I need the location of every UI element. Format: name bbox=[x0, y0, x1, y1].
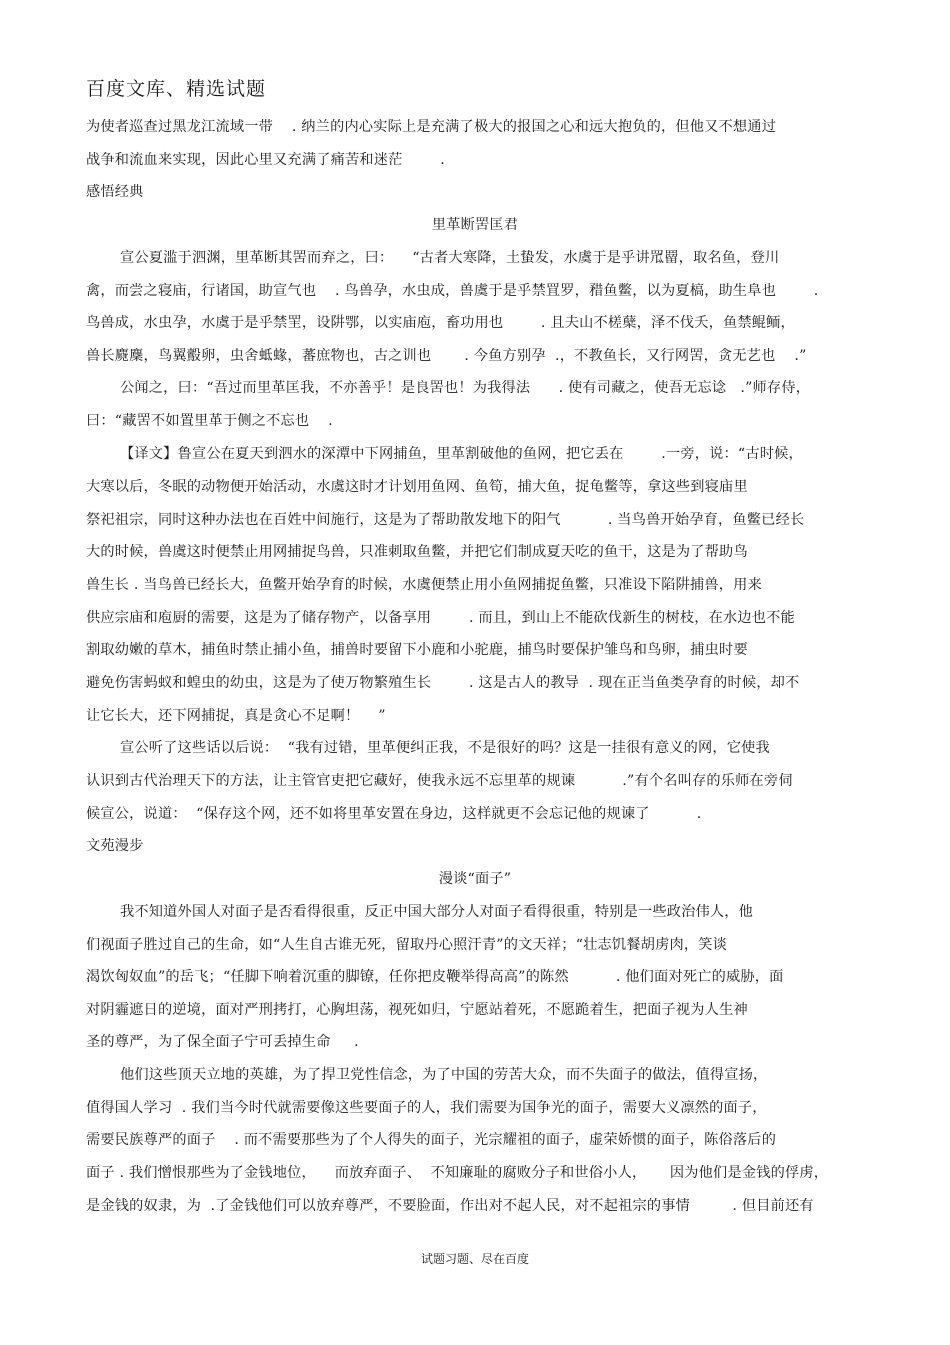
text-line: 对阴霾遮日的逆境，面对严刑拷打，心胸坦荡，视死如归，宁愿站着死，不愿跪着生，把面子视为人生神 bbox=[86, 1002, 748, 1018]
text-line: 认识到古代治理天下的方法，让主管官吏把它藏好，使我永远不忘里革的规谏 .”有个名叫存的乐师在旁伺 bbox=[86, 773, 793, 789]
text-line: 割取幼嫩的草木，捕鱼时禁止捕小鱼，捕兽时要留下小鹿和小驼鹿，捕鸟时要保护雏鸟和鸟卵，捕虫时要 bbox=[86, 642, 748, 658]
text-line: 们视面子胜过自己的生命，如“人生自古谁无死，留取丹心照汗青”的文天祥；“壮志饥餐胡虏肉，笑谈 bbox=[86, 937, 728, 953]
text-line: 渴饮匈奴血”的岳飞；“任脚下响着沉重的脚镣，任你把皮鞭举得高高”的陈然 . 他们面对死亡的威胁，面 bbox=[86, 969, 784, 985]
article-title: 里革断罟匡君 bbox=[431, 217, 519, 233]
text-line: 宣公夏滥于泗渊，里革断其罟而弃之，曰： “古者大寒降，土蛰发，水虞于是乎讲罛罶，取名鱼，登川 bbox=[120, 250, 780, 266]
text-line: 宣公听了这些话以后说： “我有过错，里革便纠正我，不是很好的吗？这是一挂很有意义的网，它使我 bbox=[120, 740, 770, 756]
text-line: 【译文】鲁宣公在夏天到泗水的深潭中下网捕鱼，里革割破他的鱼网，把它丢在 .一旁，说：“古时候， bbox=[120, 446, 803, 462]
text-line: 曰：“藏罟不如置里革于侧之不忘也 . bbox=[86, 413, 333, 429]
text-line: 大的时候，兽虞这时便禁止用网捕捉鸟兽，只准刺取鱼鳖，并把它们制成夏天吃的鱼干，这是为了帮助鸟 bbox=[86, 544, 748, 560]
text-line: 兽生长 . 当鸟兽已经长大，鱼鳖开始孕育的时候，水虞便禁止用小鱼网捕捉鱼鳖，只准设下陷阱捕兽，用来 bbox=[86, 577, 762, 593]
text-line: 兽长麑麇，鸟翼鷇卵，虫舍蚳蝝，蕃庶物也，古之训也 . 今鱼方别孕 .，不教鱼长，又行网罟，贪无艺也 .” bbox=[86, 348, 807, 364]
text-line: 禽，而尝之寝庙，行诸国，助宣气也 . 鸟兽孕，水虫成，兽虞于是乎禁罝罗，矠鱼鳖，以为夏槁，助生阜也 . bbox=[86, 283, 819, 299]
text-line: 祭祀祖宗，同时这种办法也在百姓中间施行，这是为了帮助散发地下的阳气 . 当鸟兽开始孕育，鱼鳖已经长 bbox=[86, 512, 805, 528]
text-line: 圣的尊严，为了保全面子宁可丢掉生命 . bbox=[86, 1034, 359, 1050]
section-heading: 文苑漫步 bbox=[86, 838, 144, 854]
text-line: 避免伤害蚂蚁和蝗虫的幼虫，这是为了使万物繁殖生长 . 这是古人的教导 . 现在正当鱼类孕育的时候，却不 bbox=[86, 675, 800, 691]
page-footer: 试题习题、尽在百度 bbox=[420, 1252, 529, 1266]
page-header: 百度文库、精选试题 bbox=[86, 78, 267, 100]
article-title: 漫谈“面子” bbox=[438, 871, 512, 887]
text-line: 候宣公，说道： “保存这个网，还不如将里革安置在身边，这样就更不会忘记他的规谏了 . bbox=[86, 806, 702, 822]
text-line: 让它长大，还下网捕捉，真是贪心不足啊！ ” bbox=[86, 708, 386, 724]
text-line: 我不知道外国人对面子是否看得很重，反正中国大部分人对面子看得很重，特别是一些政治伟人，他 bbox=[120, 904, 754, 920]
text-line: 供应宗庙和庖厨的需要，这是为了储存物产，以备享用 . 而且，到山上不能砍伐新生的树枝，在水边也不能 bbox=[86, 610, 795, 626]
text-line: 面子 . 我们憎恨那些为了金钱地位， 而放弃面子、 不知廉耻的腐败分子和世俗小人， 因为他们是金钱的俘虏， bbox=[86, 1165, 829, 1181]
text-line: 鸟兽成，水虫孕，水虞于是乎禁罜，设阱鄂，以实庙庖，畜功用也 . 且夫山不槎蘖，泽不伐夭，鱼禁鲲鲕， bbox=[86, 315, 795, 331]
text-line: 值得国人学习 . 我们当今时代就需要像这些要面子的人，我们需要为国争光的面子，需要大义凛然的面子， bbox=[86, 1100, 767, 1116]
text-line: 是金钱的奴隶，为 .了金钱他们可以放弃尊严，不要脸面，作出对不起人民，对不起祖宗的事情 . 但目前还有 bbox=[86, 1198, 814, 1214]
text-line: 他们这些顶天立地的英雄，为了捍卫党性信念，为了中国的劳苦大众，而不失面子的做法，值得宣扬， bbox=[120, 1067, 768, 1083]
section-heading: 感悟经典 bbox=[86, 184, 144, 200]
text-line: 为使者巡查过黑龙江流域一带 . 纳兰的内心实际上是充满了极大的报国之心和远大抱负的，但他又不想通过 bbox=[86, 119, 777, 135]
text-line: 公闻之，曰：“吾过而里革匡我，不亦善乎！是良罟也！为我得法 . 使有司藏之，使吾无忘谂 .”师存侍， bbox=[120, 380, 811, 396]
text-line: 大寒以后，冬眠的动物便开始活动，水虞这时才计划用鱼网、鱼笱，捕大鱼，捉龟鳖等，拿这些到寝庙里 bbox=[86, 479, 748, 495]
text-line: 战争和流血来实现，因此心里又充满了痛苦和迷茫 . bbox=[86, 152, 445, 168]
text-line: 需要民族尊严的面子 . 而不需要那些为了个人得失的面子，光宗耀祖的面子，虚荣娇惯的面子，陈俗落后的 bbox=[86, 1132, 777, 1148]
